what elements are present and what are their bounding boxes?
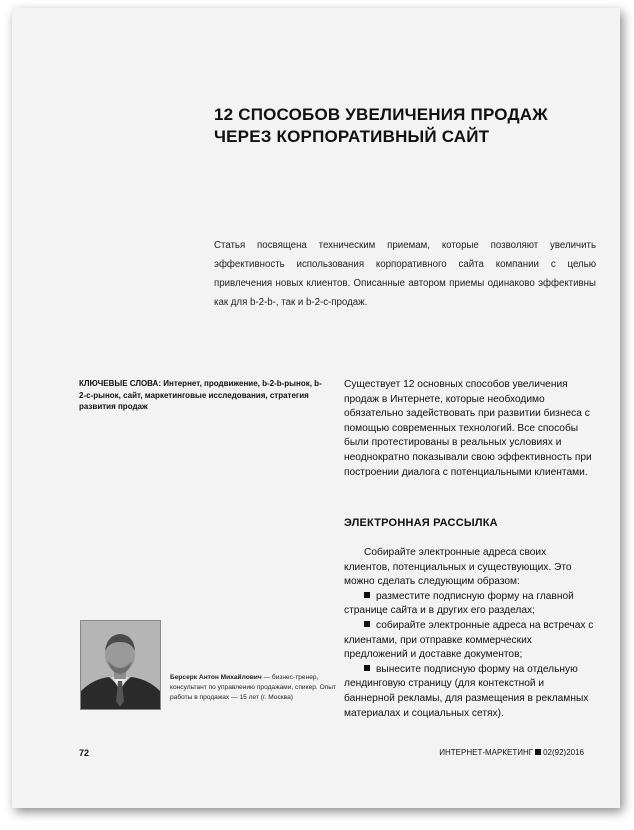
- section-heading: ЭЛЕКТРОННАЯ РАССЫЛКА: [344, 517, 498, 529]
- keywords-block: [79, 378, 325, 413]
- magazine-name: ИНТЕРНЕТ-МАРКЕТИНГ: [439, 748, 534, 757]
- bullet-text: разместите подписную форму на главной странице сайта и в других его разделах;: [344, 590, 574, 617]
- author-photo: [80, 620, 161, 710]
- bullet-text: вынесите подписную форму на отдельную лендинговую страницу (для контекстной и баннерной рекламы, для размещения в рекламных материалах и социальных сетях).: [344, 663, 589, 719]
- article-title: [214, 104, 604, 148]
- bullet-square-icon: [364, 621, 370, 627]
- title-line-2: ЧЕРЕЗ КОРПОРАТИВНЫЙ САЙТ: [214, 127, 490, 146]
- section-paragraph: Собирайте электронные адреса своих клиентов, потенциальных и существующих. Это можно сделать следующим образом:: [344, 547, 572, 588]
- author-description: — бизнес-тренер, консультант по управлению продажами, спикер. Опыт работы в продажах — 15 лет (г. Москва): [170, 674, 337, 701]
- bullet-item: [344, 619, 594, 663]
- author-name: Берсерк Антон Михайлович: [170, 674, 262, 681]
- footer-magazine: [439, 748, 584, 757]
- bullet-item: [344, 590, 594, 619]
- keywords-label: КЛЮЧЕВЫЕ СЛОВА:: [79, 379, 161, 388]
- bullet-square-icon: [364, 592, 370, 598]
- issue-number: 02(92)2016: [543, 748, 584, 757]
- bullet-square-icon: [364, 665, 370, 671]
- author-bio: [170, 673, 340, 703]
- keywords-text: Интернет, продвижение, b-2-b-рынок, b-2-c-рынок, сайт, маркетинговые исследования, стратегия развития продаж: [79, 379, 322, 411]
- page-number: 72: [79, 748, 90, 758]
- article-abstract: Статья посвящена техническим приемам, которые позволяют увеличить эффективность использования корпоративного сайта компании с целью привлечения новых клиентов. Описанные автором приемы одинаково эффективны как для b-2-b-, так и b-2-c-продаж.: [214, 240, 596, 308]
- section-body: [344, 546, 594, 721]
- author-portrait-icon: [81, 621, 160, 709]
- document-page: [12, 8, 620, 808]
- title-line-1: 12 СПОСОБОВ УВЕЛИЧЕНИЯ ПРОДАЖ: [214, 105, 548, 124]
- bullet-text: собирайте электронные адреса на встречах с клиентами, при отправке коммерческих предложений и доставке документов;: [344, 619, 594, 661]
- intro-paragraph: Существует 12 основных способов увеличения продаж в Интернете, которые необходимо обязательно задействовать при развитии бизнеса с помощью современных технологий. Все способы были протестированы в реальных условиях и неоднократно показывали свою эффективность при построении диалога с потенциальными клиентами.: [344, 379, 592, 478]
- bullet-item: [344, 663, 594, 721]
- separator-square-icon: [535, 749, 541, 755]
